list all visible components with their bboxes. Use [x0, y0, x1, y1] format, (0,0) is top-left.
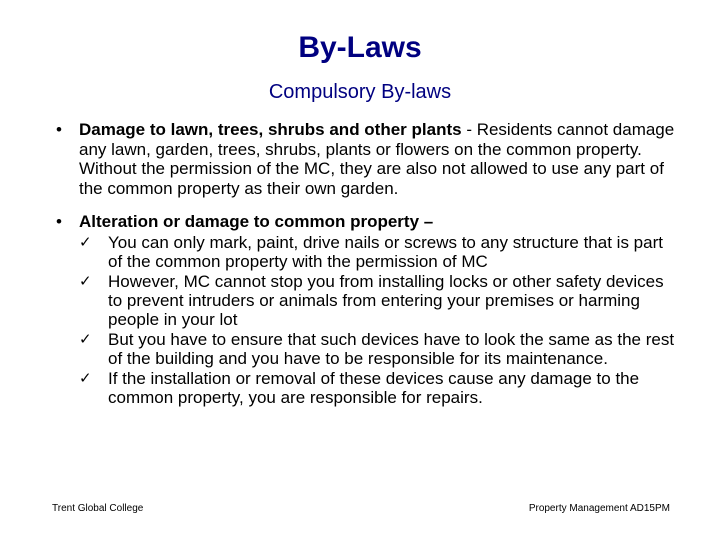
checklist — [79, 233, 676, 407]
slide-subtitle: Compulsory By-laws — [268, 81, 452, 103]
checklist-item-text: However, MC cannot stop you from installing locks or other safety devices to prevent intruders or animals from entering your premises or harming people in your lot — [108, 271, 664, 329]
checkmark-icon: ✓ — [79, 368, 92, 387]
checkmark-icon: ✓ — [79, 271, 92, 290]
bullet-icon: • — [56, 120, 62, 139]
checklist-item-text: But you have to ensure that such devices have to look the same as the rest of the building and you have to be responsible for its maintenance. — [108, 329, 675, 368]
bullet-heading: Alteration or damage to common property – — [79, 212, 434, 231]
bullet-heading: Damage to lawn, trees, shrubs and other plants — [79, 120, 462, 139]
bullet-icon: • — [56, 212, 62, 231]
checklist-item-text: You can only mark, paint, drive nails or screws to any structure that is part of the common property with the permission of MC — [108, 232, 663, 271]
checklist-item — [79, 233, 676, 271]
checklist-item — [79, 330, 676, 368]
bullet-item-damage-to-plants — [56, 120, 676, 198]
bullet-text: - Residents cannot damage any lawn, garden, trees, shrubs, plants or flowers on the common property. Without the permission of the MC, they are also not allowed to use any part of the common property as their own garden. — [79, 120, 675, 198]
footer-course-code: Property Management AD15PM — [528, 503, 670, 514]
bullet-item-alteration — [56, 212, 676, 407]
slide-body — [56, 120, 676, 408]
checklist-item-text: If the installation or removal of these devices cause any damage to the common property, you are responsible for repairs. — [108, 368, 640, 407]
checklist-item — [79, 272, 676, 329]
checkmark-icon: ✓ — [79, 232, 92, 251]
slide-title: By-Laws — [298, 31, 422, 64]
footer-college-name: Trent Global College — [52, 503, 144, 514]
checkmark-icon: ✓ — [79, 329, 92, 348]
checklist-item — [79, 369, 676, 407]
